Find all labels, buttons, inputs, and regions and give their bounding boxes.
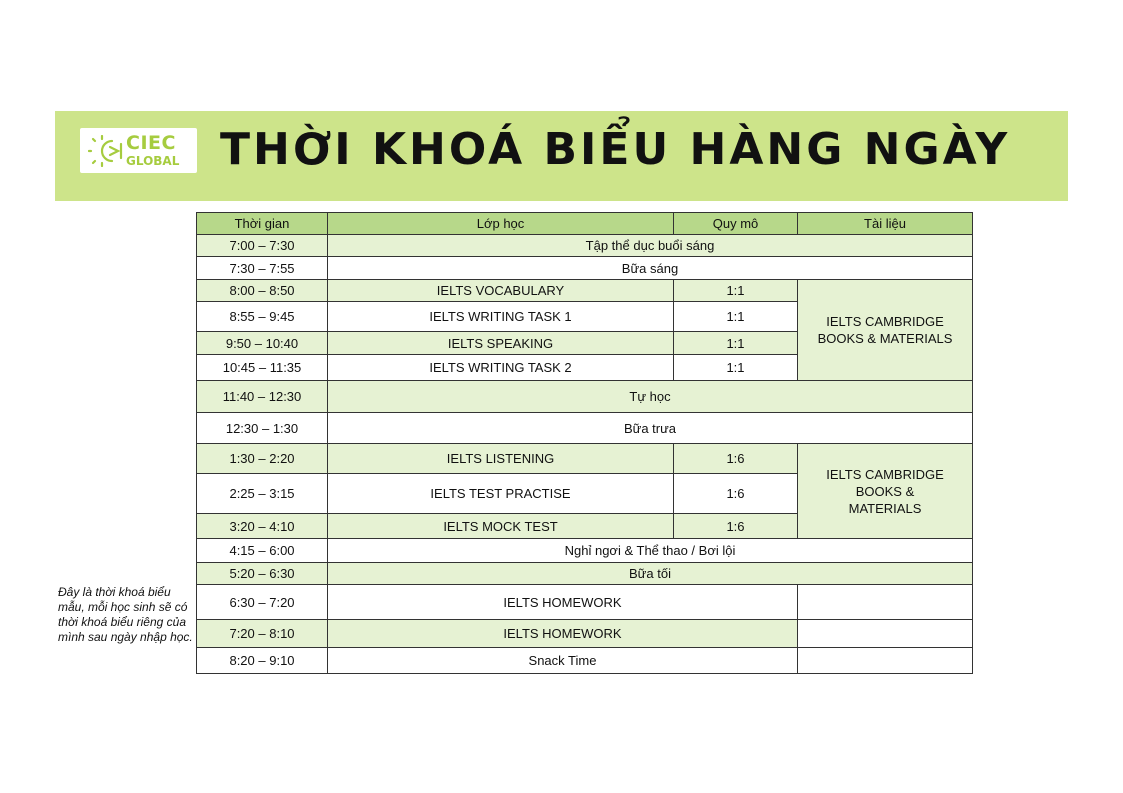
- activity-cell: Bữa tối: [328, 563, 973, 585]
- table-row: [197, 257, 973, 280]
- table-row: [197, 585, 973, 620]
- material-line: BOOKS &: [855, 483, 915, 499]
- scale-cell: 1:1: [674, 280, 798, 302]
- scale-cell: 1:6: [674, 444, 798, 474]
- time-cell: 2:25 – 3:15: [197, 474, 328, 514]
- class-cell: IELTS WRITING TASK 1: [328, 302, 674, 332]
- table-row: [197, 539, 973, 563]
- material-line: IELTS CAMBRIDGE: [826, 314, 944, 329]
- time-cell: 8:00 – 8:50: [197, 280, 328, 302]
- table-row: [197, 563, 973, 585]
- scale-cell: 1:6: [674, 474, 798, 514]
- time-cell: 1:30 – 2:20: [197, 444, 328, 474]
- activity-cell: Nghỉ ngơi & Thể thao / Bơi lội: [328, 539, 973, 563]
- time-cell: 12:30 – 1:30: [197, 413, 328, 444]
- table-header-row: [197, 213, 973, 235]
- sun-icon: [88, 135, 126, 167]
- time-cell: 7:30 – 7:55: [197, 257, 328, 280]
- time-cell: 11:40 – 12:30: [197, 381, 328, 413]
- table-row: [197, 648, 973, 674]
- header-material: Tài liệu: [798, 213, 973, 235]
- time-cell: 8:20 – 9:10: [197, 648, 328, 674]
- class-cell: IELTS HOMEWORK: [328, 585, 798, 620]
- class-cell: IELTS HOMEWORK: [328, 620, 798, 648]
- time-cell: 6:30 – 7:20: [197, 585, 328, 620]
- table-row: [197, 620, 973, 648]
- scale-cell: 1:1: [674, 332, 798, 355]
- material-cell-morning: [798, 280, 973, 381]
- material-line: MATERIALS: [848, 500, 922, 516]
- time-cell: 10:45 – 11:35: [197, 355, 328, 381]
- class-cell: IELTS VOCABULARY: [328, 280, 674, 302]
- header-class: Lớp học: [328, 213, 674, 235]
- class-cell: IELTS MOCK TEST: [328, 514, 674, 539]
- class-cell: IELTS LISTENING: [328, 444, 674, 474]
- material-line: IELTS CAMBRIDGE: [826, 466, 944, 482]
- material-cell-afternoon: [798, 444, 973, 539]
- ciec-global-logo: [80, 128, 197, 173]
- table-row: [197, 444, 973, 474]
- logo-text-ciec: CIEC: [126, 132, 176, 154]
- time-cell: 4:15 – 6:00: [197, 539, 328, 563]
- time-cell: 8:55 – 9:45: [197, 302, 328, 332]
- time-cell: 9:50 – 10:40: [197, 332, 328, 355]
- time-cell: 3:20 – 4:10: [197, 514, 328, 539]
- material-cell-empty: [798, 648, 973, 674]
- page-title: THỜI KHOÁ BIỂU HÀNG NGÀY: [220, 124, 1011, 175]
- activity-cell: Bữa sáng: [328, 257, 973, 280]
- header-time: Thời gian: [197, 213, 328, 235]
- scale-cell: 1:1: [674, 355, 798, 381]
- table-row: [197, 280, 973, 302]
- scale-cell: 1:6: [674, 514, 798, 539]
- class-cell: IELTS SPEAKING: [328, 332, 674, 355]
- header-scale: Quy mô: [674, 213, 798, 235]
- activity-cell: Tập thể dục buổi sáng: [328, 235, 973, 257]
- activity-cell: Tự học: [328, 381, 973, 413]
- table-row: [197, 235, 973, 257]
- activity-cell: Bữa trưa: [328, 413, 973, 444]
- time-cell: 7:20 – 8:10: [197, 620, 328, 648]
- class-cell: IELTS TEST PRACTISE: [328, 474, 674, 514]
- time-cell: 7:00 – 7:30: [197, 235, 328, 257]
- schedule-note: Đây là thời khoá biểu mẫu, mỗi học sinh sẽ có thời khoá biểu riêng của mình sau ngày nhập học.: [58, 585, 193, 644]
- material-cell-empty: [798, 620, 973, 648]
- class-cell: Snack Time: [328, 648, 798, 674]
- time-cell: 5:20 – 6:30: [197, 563, 328, 585]
- class-cell: IELTS WRITING TASK 2: [328, 355, 674, 381]
- daily-schedule-table: [196, 212, 973, 674]
- logo-text-global: GLOBAL: [126, 154, 180, 168]
- material-cell-empty: [798, 585, 973, 620]
- table-row: [197, 381, 973, 413]
- material-line: BOOKS & MATERIALS: [817, 331, 953, 346]
- table-row: [197, 413, 973, 444]
- scale-cell: 1:1: [674, 302, 798, 332]
